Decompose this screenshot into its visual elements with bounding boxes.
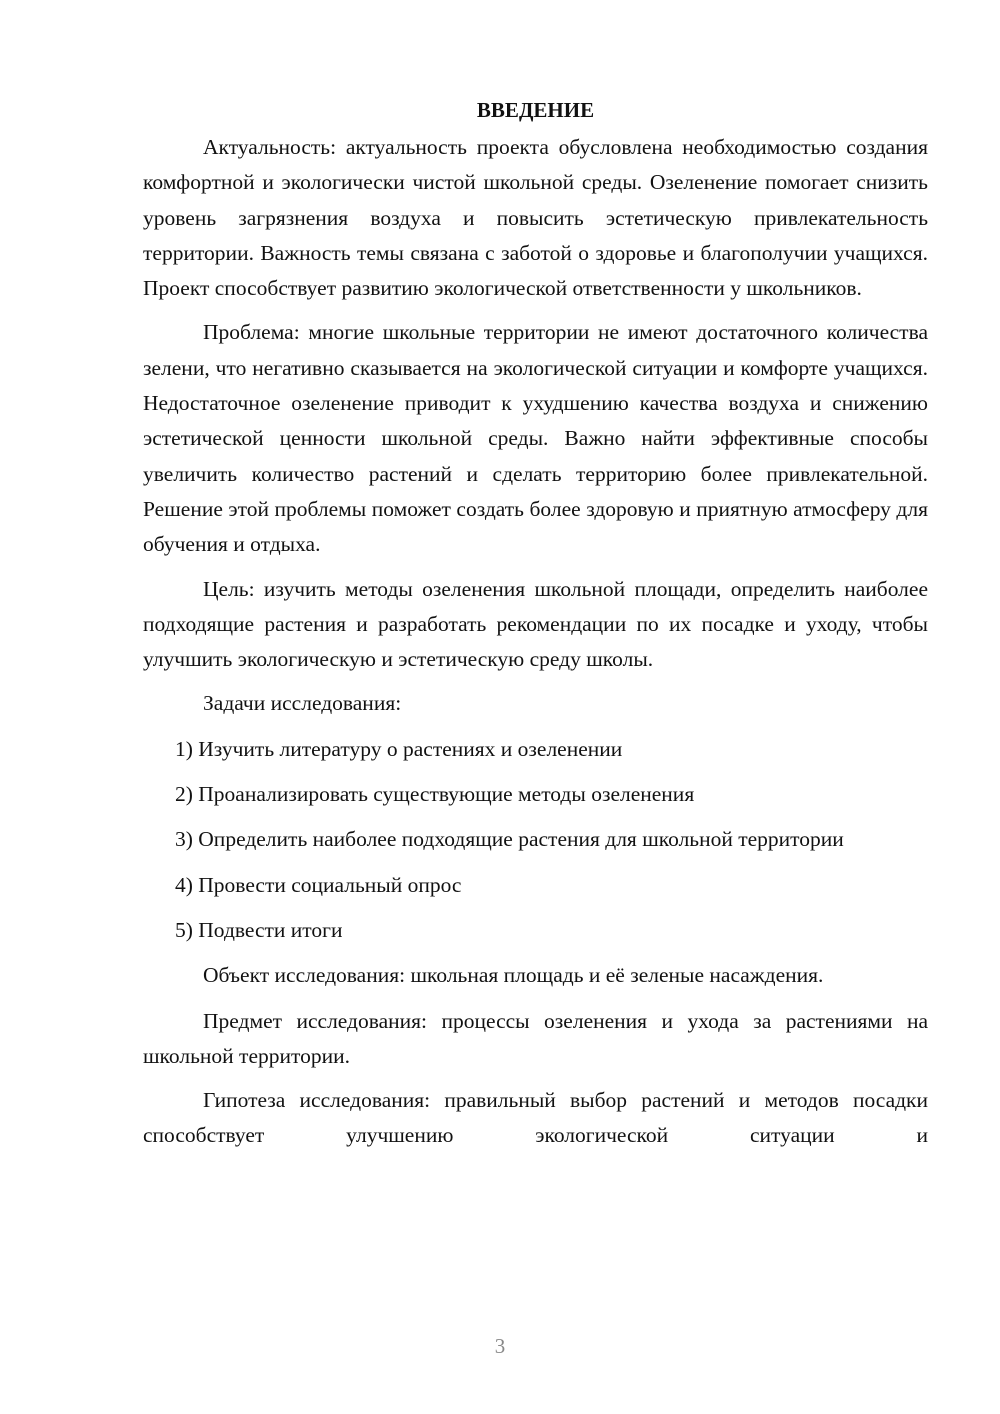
task-item-4: 4) Провести социальный опрос <box>175 872 462 897</box>
relevance-paragraph: Актуальность: актуальность проекта обусловлена необходимостью создания комфортной и экологически чистой школьной среды. Озеленение помогает снизить уровень загрязнения воздуха и повысить эстетическую привлекательность территории. Важность темы связана с заботой о здоровье и благополучии учащихся. Проект способствует развитию экологической ответственности у школьников. <box>143 135 928 301</box>
page-content <box>143 93 928 1154</box>
object-paragraph: Объект исследования: школьная площадь и её зеленые насаждения. <box>203 963 824 988</box>
task-item-2: 2) Проанализировать существующие методы озеленения <box>175 782 695 807</box>
goal-paragraph: Цель: изучить методы озеленения школьной площади, определить наиболее подходящие растения и разработать рекомендации по их посадке и уходу, чтобы улучшить экологическую и эстетическую среду школы. <box>143 576 928 672</box>
page-number: 3 <box>494 1334 506 1358</box>
task-item-5: 5) Подвести итоги <box>175 917 343 942</box>
hypothesis-paragraph: Гипотеза исследования: правильный выбор растений и методов посадки способствует улучшению экологической ситуации и <box>143 1088 928 1148</box>
problem-paragraph: Проблема: многие школьные территории не имеют достаточного количества зелени, что негативно сказывается на экологической ситуации и комфорте учащихся. Недостаточное озеленение приводит к ухудшению качества воздуха и снижению эстетической ценности школьной среды. Важно найти эффективные способы увеличить количество растений и сделать территорию более привлекательной. Решение этой проблемы поможет создать более здоровую и приятную атмосферу для обучения и отдыха. <box>143 320 928 557</box>
section-title: ВВЕДЕНИЕ <box>476 98 595 122</box>
task-item-3: 3) Определить наиболее подходящие растения для школьной территории <box>175 827 844 852</box>
tasks-heading: Задачи исследования: <box>203 691 402 716</box>
subject-paragraph: Предмет исследования: процессы озеленения и ухода за растениями на школьной территории. <box>143 1008 928 1068</box>
task-item-1: 1) Изучить литературу о растениях и озеленении <box>175 736 623 761</box>
